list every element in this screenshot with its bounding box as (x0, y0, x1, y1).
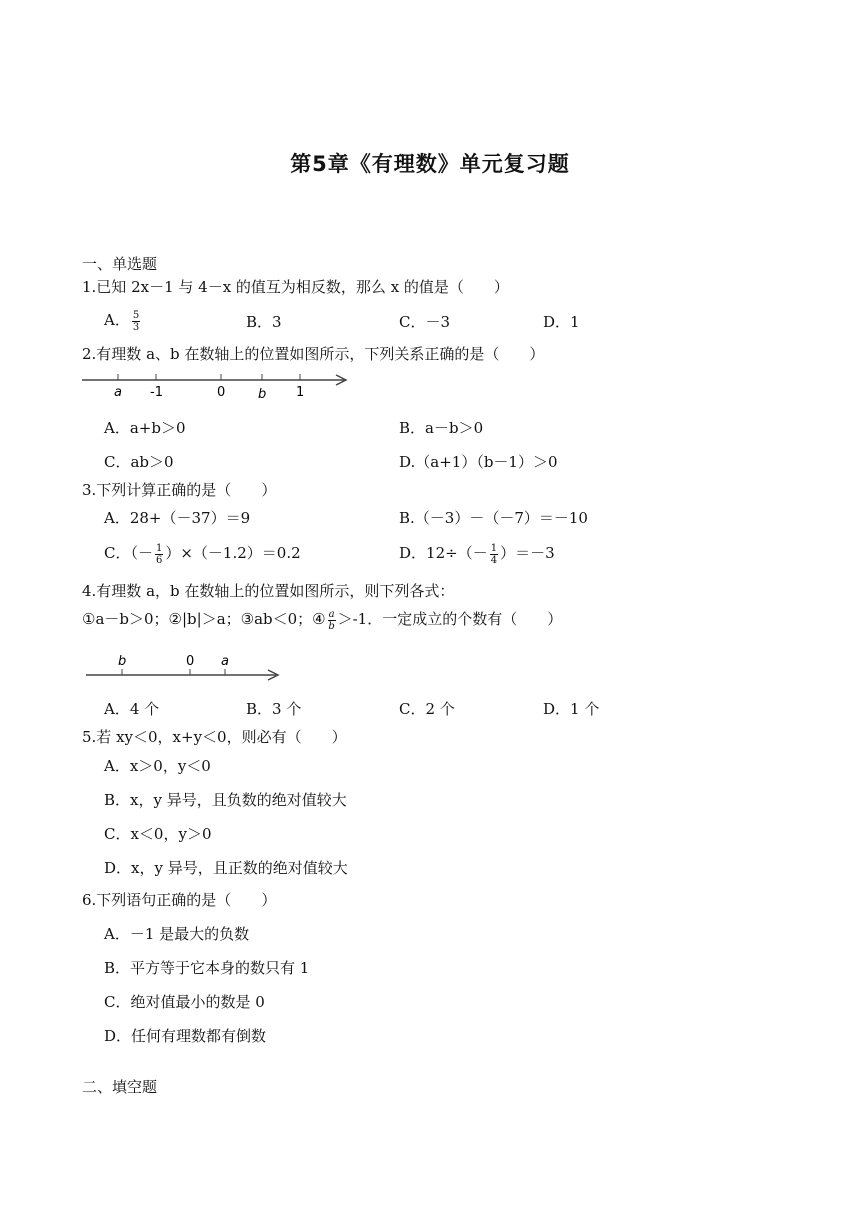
fraction-denominator: 4 (490, 554, 498, 566)
q2-option-c: C．ab＞0 (104, 453, 174, 471)
q1-option-a-prefix: A． (104, 311, 130, 329)
q4-option-a: A．4 个 (104, 700, 160, 718)
q1-option-c: C．－3 (399, 313, 451, 331)
q2-option-d: D.（a+1）（b－1）＞0 (399, 453, 558, 471)
axis-label-a: a (221, 654, 229, 669)
fraction-numerator: a (328, 608, 335, 620)
axis-label-b: b (118, 654, 127, 669)
q6-option-c: C．绝对值最小的数是 0 (104, 993, 265, 1011)
q3-option-a: A．28+（－37）＝9 (104, 509, 251, 527)
q6-option-b: B．平方等于它本身的数只有 1 (104, 959, 310, 977)
q4-conditions-pre: ①a－b＞0；②|b|＞a；③ab＜0；④ (82, 610, 326, 628)
number-line-figure-q2 (80, 368, 355, 404)
q5-option-c: C．x＜0，y＞0 (104, 825, 212, 843)
page-title: 第5章《有理数》单元复习题 (290, 152, 570, 176)
section-single-choice: 一、单选题 (82, 255, 158, 273)
question-3-stem: 3.下列计算正确的是（ ） (82, 481, 277, 499)
number-line-figure-q4 (84, 650, 284, 684)
question-1-stem: 1.已知 2x－1 与 4－x 的值互为相反数，那么 x 的值是（ ） (82, 278, 509, 296)
fraction-denominator: b (328, 620, 335, 632)
axis-label-0: 0 (186, 654, 195, 669)
question-4-stem: 4.有理数 a，b 在数轴上的位置如图所示，则下列各式： (82, 582, 455, 600)
fraction-numerator: 5 (132, 309, 140, 321)
fraction-denominator: 6 (155, 554, 163, 566)
question-5-stem: 5.若 xy＜0，x+y＜0，则必有（ ） (82, 728, 347, 746)
q5-option-b: B．x，y 异号，且负数的绝对值较大 (104, 791, 347, 809)
q3-option-c (104, 542, 301, 566)
q3-option-d-fraction (490, 543, 498, 566)
q4-option-d: D．1 个 (543, 700, 600, 718)
axis-label-a: a (114, 385, 122, 400)
q6-option-a: A．－1 是最大的负数 (104, 925, 250, 943)
q3-option-c-post: ）×（－1.2）＝0.2 (165, 544, 301, 562)
q1-option-b: B．3 (246, 313, 282, 331)
q1-option-d: D．1 (543, 313, 580, 331)
axis-label-1: 1 (296, 385, 305, 400)
q2-option-b: B．a－b＞0 (399, 419, 484, 437)
q3-option-b: B.（－3）－（－7）＝－10 (399, 509, 588, 527)
q5-option-a: A．x＞0，y＜0 (104, 757, 211, 775)
q3-option-c-pre: C．（－ (104, 544, 153, 562)
q3-option-d-pre: D．12÷（－ (399, 544, 488, 562)
q1-option-a (104, 309, 142, 333)
q6-option-d: D．任何有理数都有倒数 (104, 1027, 267, 1045)
fraction-numerator: 1 (155, 542, 163, 554)
fraction-numerator: 1 (490, 542, 498, 554)
q4-option-b: B．3 个 (246, 700, 302, 718)
q4-fraction-a-over-b (328, 609, 336, 632)
fraction-denominator: 3 (132, 321, 140, 333)
question-2-stem: 2.有理数 a、b 在数轴上的位置如图所示，下列关系正确的是（ ） (82, 345, 545, 363)
q3-option-d-post: ）＝－3 (500, 544, 555, 562)
q3-option-d (399, 542, 555, 566)
section-fill-in: 二、填空题 (82, 1078, 158, 1096)
axis-label-b: b (258, 387, 267, 402)
question-6-stem: 6.下列语句正确的是（ ） (82, 891, 277, 909)
q2-option-a: A．a+b＞0 (104, 419, 186, 437)
q1-option-a-fraction (132, 310, 140, 333)
q5-option-d: D．x，y 异号，且正数的绝对值较大 (104, 859, 348, 877)
question-4-conditions (82, 608, 562, 632)
axis-label-0: 0 (217, 385, 226, 400)
q3-option-c-fraction (155, 543, 163, 566)
q4-option-c: C．2 个 (399, 700, 455, 718)
axis-label-neg1: -1 (150, 385, 163, 400)
q4-conditions-post: ＞-1．一定成立的个数有（ ） (337, 610, 563, 628)
